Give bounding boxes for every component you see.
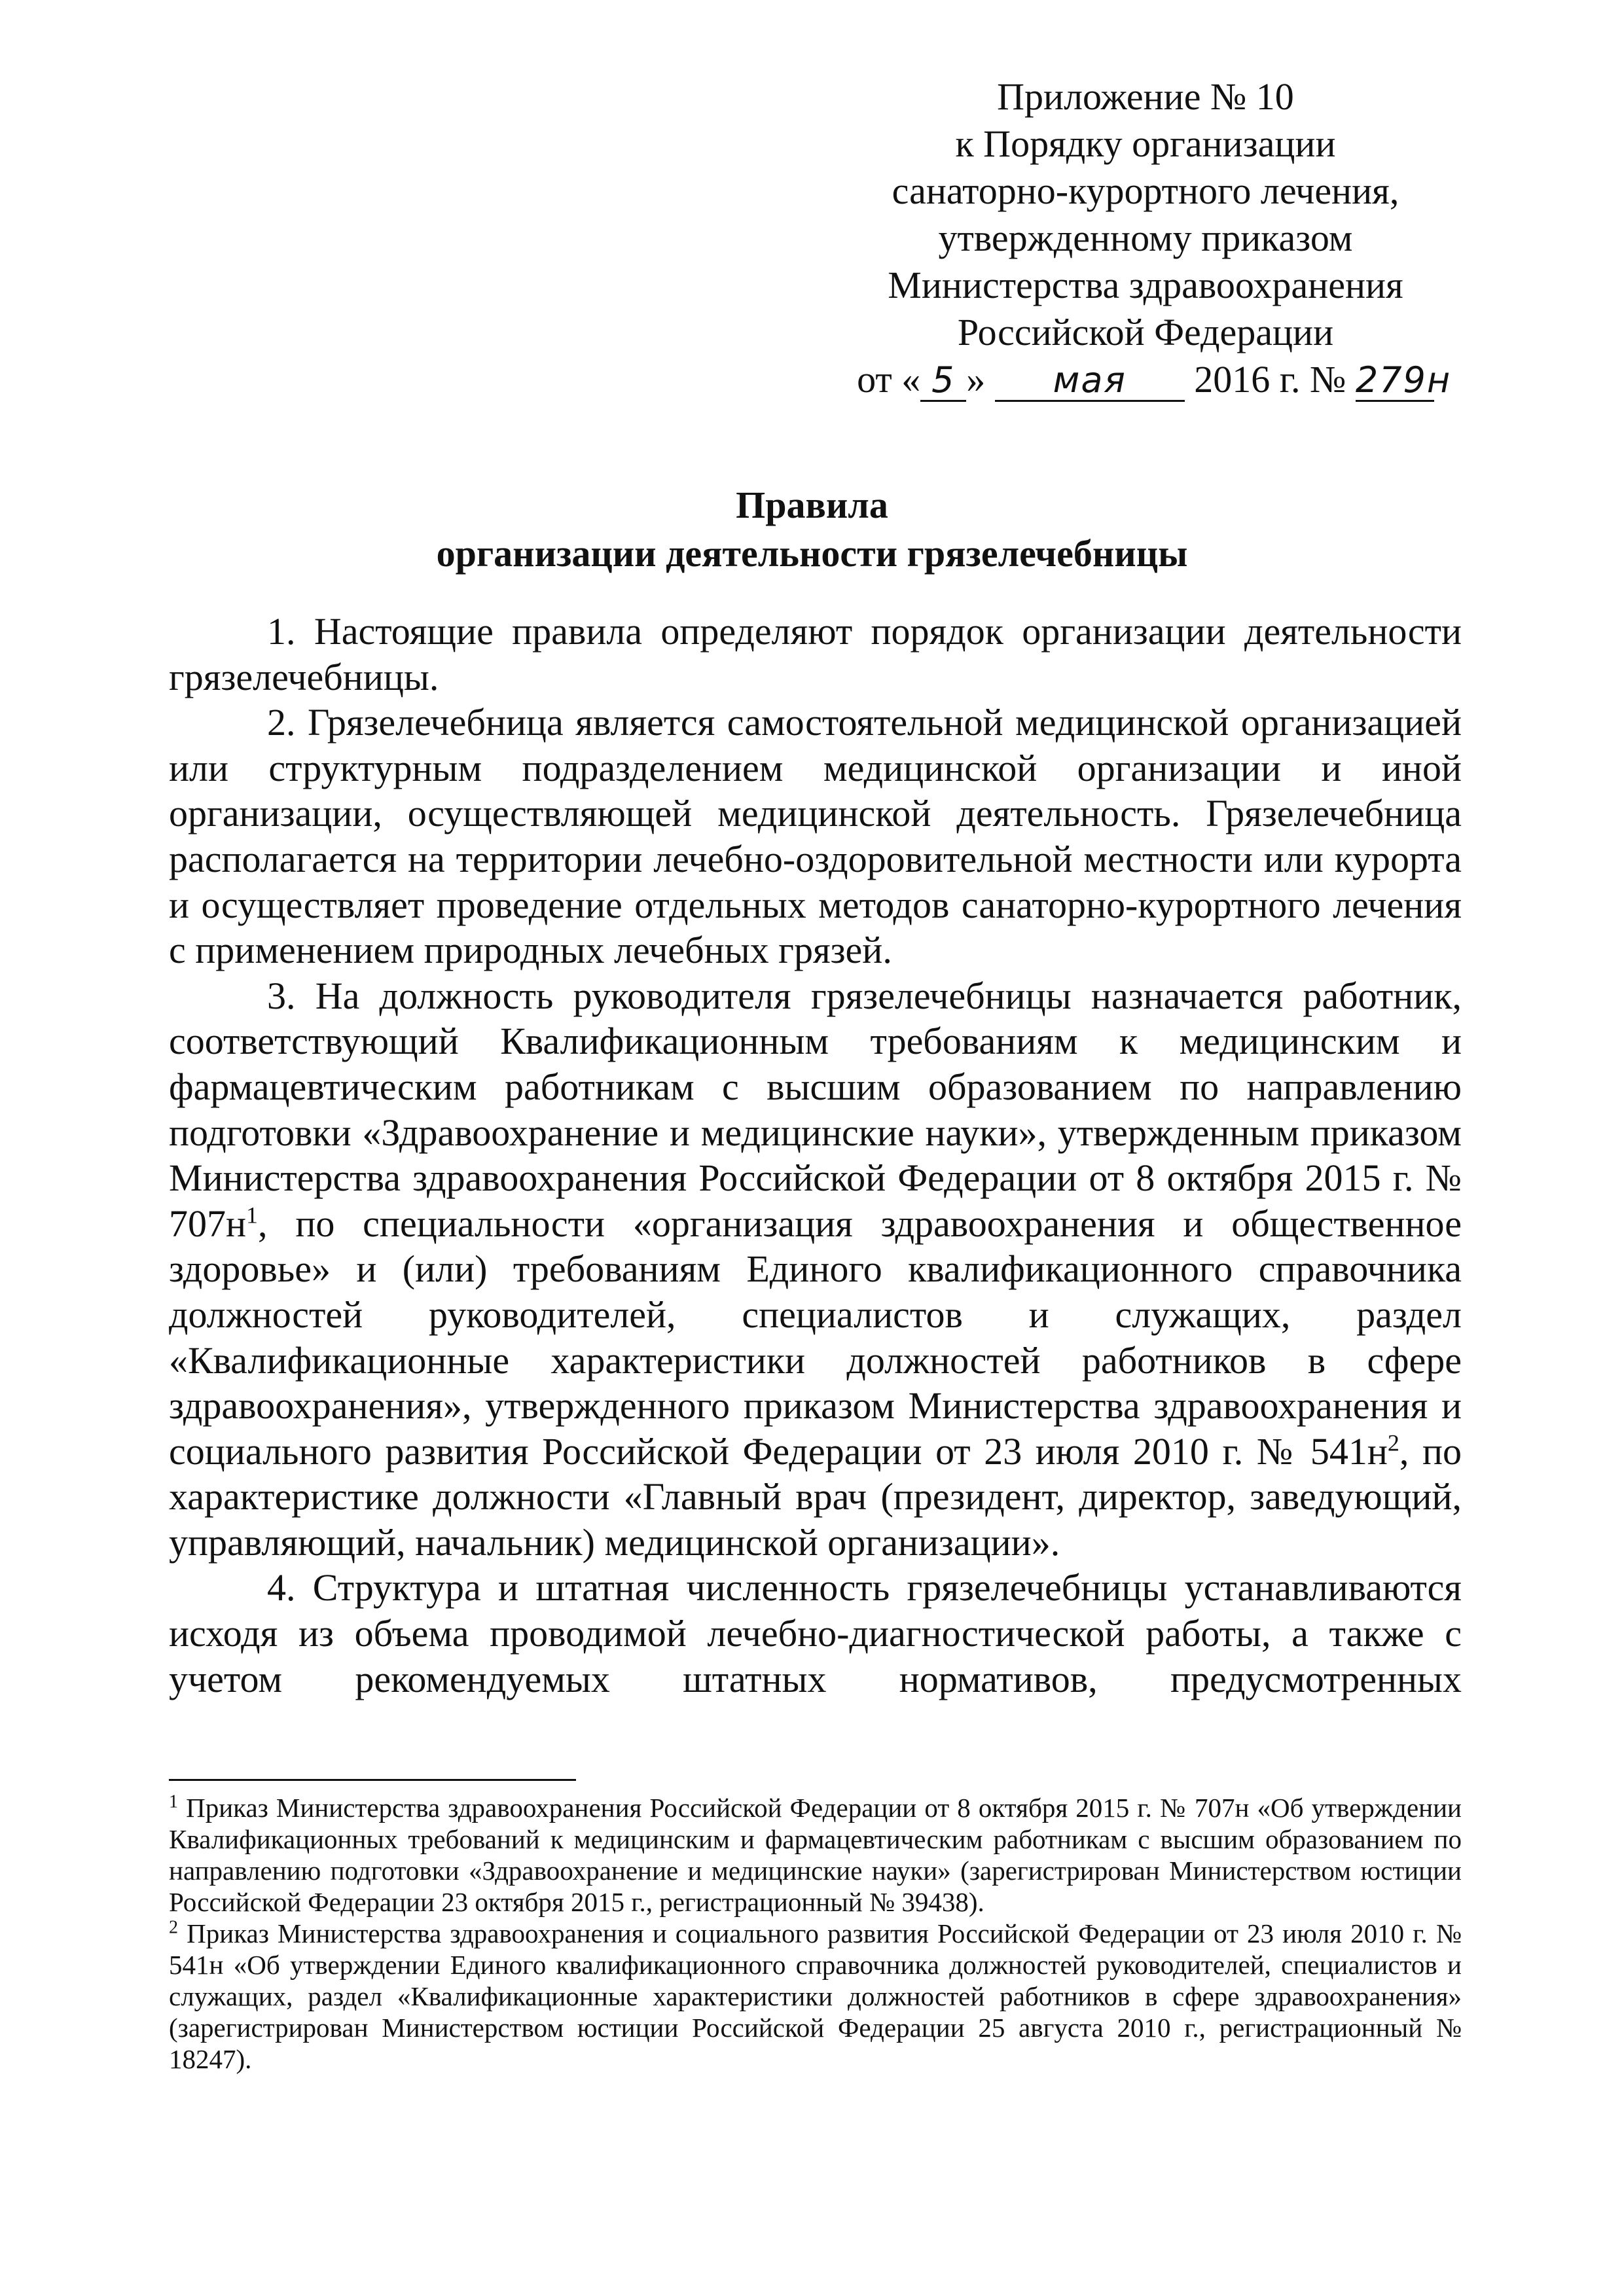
header-line: Министерства здравоохранения xyxy=(888,264,1403,306)
footnote-text: Приказ Министерства здравоохранения и социального развития Российской Федерации от 23 июля 2010 г. № 541н «Об утверждении Единого квалификационного справочника должностей руководителей, специалистов и служащих, раздел «Квалификационные характеристики должностей работников в сфере здравоохранения» (зарегистрирован Министерством юстиции Российской Федерации 25 августа 2010 г., регистрационный № 18247). xyxy=(169,1918,1462,2074)
paragraph-3-part-b: , по специальности «организация здравоохранения и общественное здоровье» и (или) требованиям Единого квалификационного справочника должностей руководителей, специалистов и служащих, раздел «Квалификационные характеристики должностей работников в сфере здравоохранения», утвержденного приказом Министерства здравоохранения и социального развития Российской Федерации от 23 июля 2010 г. № 541н xyxy=(169,1202,1462,1473)
paragraph-3-part-a: 3. На должность руководителя грязелечебницы назначается работник, соответствующий Квалификационным требованиям к медицинским и фармацевтическим работникам с высшим образованием по направлению подготовки «Здравоохранение и медицинские науки», утвержденным приказом Министерства здравоохранения Российской Федерации от 8 октября 2015 г. № 707н xyxy=(169,974,1462,1245)
footnote-mark: 2 xyxy=(169,1917,178,1938)
footnotes xyxy=(169,1792,1462,2075)
title-line-1: Правила xyxy=(736,484,888,526)
document-title xyxy=(0,481,1624,578)
paragraph-4: 4. Структура и штатная численность грязелечебницы устанавливаются исходя из объема проводимой лечебно-диагностической работы, а также с учетом рекомендуемых штатных нормативов, предусмотренных xyxy=(169,1566,1462,1700)
footnote-ref-2: 2 xyxy=(1387,1429,1399,1456)
date-prefix: от « xyxy=(857,358,921,401)
footnote-ref-1: 1 xyxy=(246,1202,259,1229)
header-line: к Порядку организации xyxy=(955,122,1336,165)
footnote-1 xyxy=(169,1792,1462,1918)
header-line: утвержденному приказом xyxy=(938,217,1353,259)
header-line: Российской Федерации xyxy=(957,311,1334,353)
handwritten-month: мая xyxy=(995,361,1185,402)
footnote-mark: 1 xyxy=(169,1791,178,1812)
date-close-quote: » xyxy=(966,358,986,401)
order-date-line xyxy=(838,356,1453,403)
handwritten-order-number: 279н xyxy=(1355,359,1452,401)
header-line: Приложение № 10 xyxy=(997,75,1294,118)
order-year: 2016 г. № xyxy=(1194,358,1346,401)
title-line-2: организации деятельности грязелечебницы xyxy=(436,532,1188,575)
paragraph-3-part-c: , по характеристике должности «Главный врач (президент, директор, заведующий, управляющий, начальник) медицинской организации». xyxy=(169,1429,1462,1564)
footnote-divider xyxy=(169,1779,576,1781)
appendix-header xyxy=(838,73,1453,403)
paragraph-3 xyxy=(169,973,1462,1566)
footnote-2 xyxy=(169,1918,1462,2075)
paragraph-2: 2. Грязелечебница является самостоятельной медицинской организацией или структурным подразделением медицинской организации и иной организации, осуществляющей медицинской деятельность. Грязелечебница располагается на территории лечебно-оздоровительной местности или курорта и осуществляет проведение отдельных методов санаторно-курортного лечения с применением природных лечебных грязей. xyxy=(169,701,1462,972)
footnote-text: Приказ Министерства здравоохранения Российской Федерации от 8 октября 2015 г. № 707н «Об утверждении Квалификационных требований к медицинским и фармацевтическим работникам с высшим образованием по направлению подготовки «Здравоохранение и медицинские науки» (зарегистрирован Министерством юстиции Российской Федерации 23 октября 2015 г., регистрационный № 39438). xyxy=(169,1793,1462,1917)
header-line: санаторно-курортного лечения, xyxy=(892,170,1399,212)
paragraph-1: 1. Настоящие правила определяют порядок организации деятельности грязелечебницы. xyxy=(169,610,1462,698)
handwritten-day: 5 xyxy=(920,361,966,402)
document-body xyxy=(169,609,1462,1702)
